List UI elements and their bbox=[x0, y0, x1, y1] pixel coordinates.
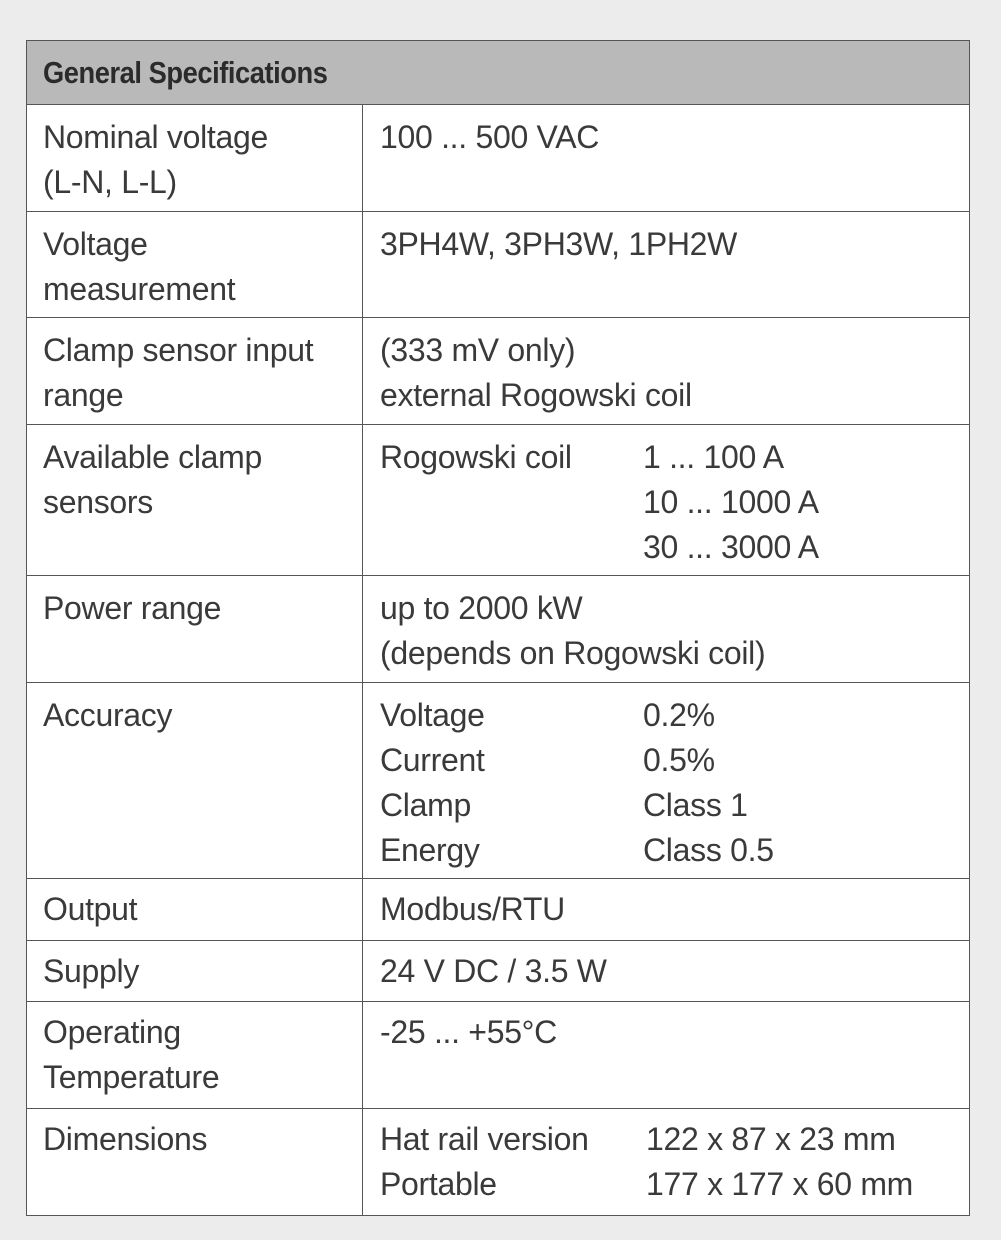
spec-label bbox=[27, 1002, 363, 1108]
spec-label bbox=[27, 1109, 363, 1215]
spec-label bbox=[27, 318, 363, 424]
spec-pair-value: 10 ... 1000 A bbox=[643, 484, 819, 520]
spec-pair bbox=[380, 435, 969, 480]
spec-label bbox=[27, 105, 363, 211]
spec-value-line: 24 V DC / 3.5 W bbox=[380, 953, 607, 989]
spec-label-line: measurement bbox=[43, 271, 236, 307]
spec-pair-key: Hat rail version bbox=[380, 1121, 589, 1157]
spec-label-line: Nominal voltage bbox=[43, 119, 268, 155]
spec-value-line: 3PH4W, 3PH3W, 1PH2W bbox=[380, 226, 738, 262]
spec-label bbox=[27, 425, 363, 575]
spec-row-clamp-sensor-input-range bbox=[27, 318, 969, 425]
spec-value bbox=[363, 941, 969, 1001]
spec-pair-key: Rogowski coil bbox=[380, 439, 572, 475]
spec-value bbox=[363, 105, 969, 211]
spec-value bbox=[363, 1002, 969, 1108]
spec-value-line: (333 mV only) bbox=[380, 332, 576, 368]
spec-row-power-range bbox=[27, 576, 969, 683]
spec-label-line: Temperature bbox=[43, 1059, 220, 1095]
spec-pair-value: 0.5% bbox=[643, 742, 715, 778]
spec-row-dimensions bbox=[27, 1109, 969, 1215]
spec-label-line: Power range bbox=[43, 590, 222, 626]
spec-value bbox=[363, 576, 969, 682]
spec-label-line: Output bbox=[43, 891, 138, 927]
spec-pair bbox=[380, 480, 969, 525]
specifications-table bbox=[26, 40, 970, 1216]
spec-label-line: range bbox=[43, 377, 124, 413]
spec-value bbox=[363, 212, 969, 317]
spec-value bbox=[363, 425, 969, 575]
spec-row-output bbox=[27, 879, 969, 941]
spec-pair bbox=[380, 525, 969, 570]
spec-label-line: Accuracy bbox=[43, 697, 173, 733]
spec-row-voltage-measurement bbox=[27, 212, 969, 318]
spec-row-accuracy bbox=[27, 683, 969, 879]
spec-row-available-clamp-sensors bbox=[27, 425, 969, 576]
spec-value bbox=[363, 1109, 969, 1215]
spec-value-line: 100 ... 500 VAC bbox=[380, 119, 600, 155]
spec-pair-value: 0.2% bbox=[643, 697, 715, 733]
spec-pair-value: 122 x 87 x 23 mm bbox=[646, 1121, 896, 1157]
spec-value-line: -25 ... +55°C bbox=[380, 1014, 557, 1050]
spec-label-line: Voltage bbox=[43, 226, 148, 262]
spec-value-line: external Rogowski coil bbox=[380, 377, 692, 413]
spec-pair-key: Portable bbox=[380, 1166, 497, 1202]
spec-label bbox=[27, 941, 363, 1001]
spec-label-line: Operating bbox=[43, 1014, 181, 1050]
spec-label-line: Available clamp bbox=[43, 439, 263, 475]
spec-pair-value: 30 ... 3000 A bbox=[643, 529, 819, 565]
spec-pair bbox=[380, 738, 969, 783]
spec-label-line: Dimensions bbox=[43, 1121, 208, 1157]
spec-row-nominal-voltage bbox=[27, 105, 969, 212]
spec-label bbox=[27, 683, 363, 878]
spec-value-line: up to 2000 kW bbox=[380, 590, 583, 626]
spec-pair-value: Class 0.5 bbox=[643, 832, 774, 868]
spec-pair-key: Voltage bbox=[380, 697, 485, 733]
spec-label-line: Supply bbox=[43, 953, 140, 989]
spec-value-line: Modbus/RTU bbox=[380, 891, 565, 927]
spec-value bbox=[363, 879, 969, 940]
spec-pair-key: Clamp bbox=[380, 787, 471, 823]
spec-pair bbox=[380, 1117, 969, 1162]
spec-pair-key: Energy bbox=[380, 832, 480, 868]
spec-value bbox=[363, 683, 969, 878]
spec-label-line: (L-N, L-L) bbox=[43, 164, 177, 200]
spec-pair bbox=[380, 693, 969, 738]
spec-pair bbox=[380, 1162, 969, 1207]
spec-row-supply bbox=[27, 941, 969, 1002]
spec-pair bbox=[380, 828, 969, 873]
spec-pair-key: Current bbox=[380, 742, 485, 778]
spec-pair-key bbox=[380, 480, 643, 525]
spec-label-line: sensors bbox=[43, 484, 153, 520]
table-header bbox=[27, 41, 969, 105]
spec-label bbox=[27, 879, 363, 940]
table-title: General Specifications bbox=[43, 54, 328, 90]
spec-label bbox=[27, 212, 363, 317]
spec-pair-value: Class 1 bbox=[643, 787, 748, 823]
spec-row-operating-temperature bbox=[27, 1002, 969, 1109]
spec-pair-key bbox=[380, 525, 643, 570]
spec-pair-value: 177 x 177 x 60 mm bbox=[646, 1166, 914, 1202]
spec-value-line: (depends on Rogowski coil) bbox=[380, 635, 766, 671]
spec-value bbox=[363, 318, 969, 424]
spec-label bbox=[27, 576, 363, 682]
spec-label-line: Clamp sensor input bbox=[43, 332, 314, 368]
spec-pair-value: 1 ... 100 A bbox=[643, 439, 784, 475]
spec-pair bbox=[380, 783, 969, 828]
